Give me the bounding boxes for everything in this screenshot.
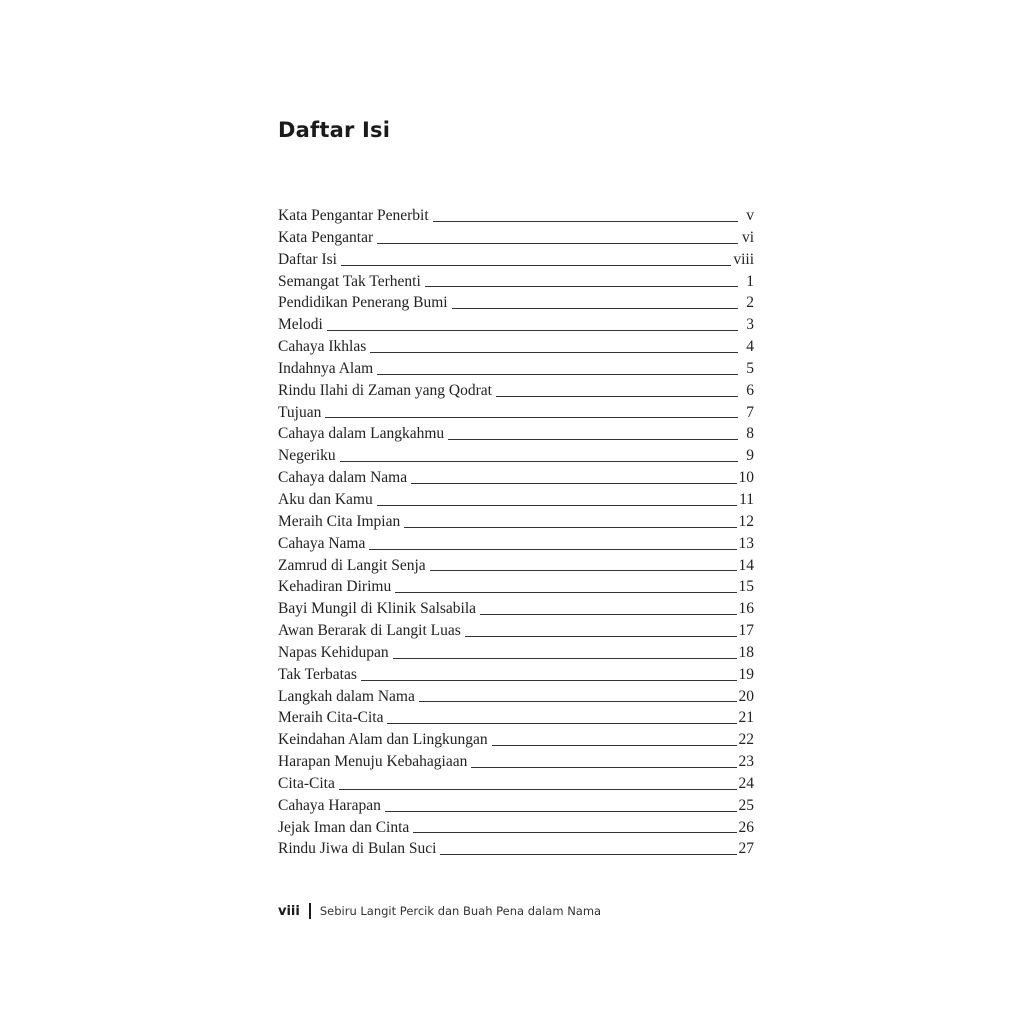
toc-leader-line [452,307,738,309]
toc-leader-line [341,264,731,266]
toc-entry-label: Langkah dalam Nama [278,687,415,705]
toc-entry [278,576,754,598]
toc-leader-line [369,548,736,550]
toc-entry-label: Tak Terbatas [278,665,357,683]
toc-leader-line [492,744,737,746]
toc-entry-page-number: 22 [738,731,754,749]
toc-entry-label: Melodi [278,316,323,334]
toc-entry-label: Daftar Isi [278,250,337,268]
toc-leader-line [471,766,736,768]
toc-entry-page-number: 11 [739,490,754,508]
toc-entry-label: Rindu Ilahi di Zaman yang Qodrat [278,381,492,399]
toc-entry-page-number: 8 [746,425,754,443]
toc-entry-page-number: 7 [746,403,754,421]
toc-leader-line [327,329,738,331]
toc-entry [278,445,754,467]
toc-entry [278,336,754,358]
toc-entry-page-number: 14 [738,556,754,574]
toc-entry-page-number: 13 [738,534,754,552]
toc-leader-line [448,438,738,440]
toc-entry [278,838,754,860]
toc-entry-label: Keindahan Alam dan Lingkungan [278,731,488,749]
toc-entry-label: Bayi Mungil di Klinik Salsabila [278,600,477,618]
toc-entry-page-number: 3 [746,316,754,334]
toc-entry [278,314,754,336]
toc-leader-line [430,569,737,571]
toc-entry [278,402,754,424]
toc-entry-page-number: 27 [738,840,754,858]
toc-entry [278,686,754,708]
toc-entry [278,795,754,817]
toc-entry [278,555,754,577]
toc-entry-label: Rindu Jiwa di Bulan Suci [278,840,437,858]
toc-entry-page-number: 23 [738,753,754,771]
toc-leader-line [377,373,738,375]
footer-page-number: viii [278,903,300,919]
toc-entry-label: Zamrud di Langit Senja [278,556,426,574]
toc-entry-label: Indahnya Alam [278,359,374,377]
toc-entry [278,511,754,533]
toc-entry [278,707,754,729]
toc-leader-line [440,853,736,855]
toc-entry-page-number: vi [741,228,754,246]
toc-entry-label: Meraih Cita-Cita [278,709,384,727]
toc-entry [278,598,754,620]
toc-entry-page-number: 21 [738,709,754,727]
toc-entry-label: Napas Kehidupan [278,643,389,661]
toc-entry [278,533,754,555]
toc-entry [278,620,754,642]
toc-leader-line [433,220,738,222]
toc-entry-page-number: 20 [738,687,754,705]
toc-entry-page-number: 26 [738,818,754,836]
toc-leader-line [413,831,736,833]
toc-leader-line [385,810,737,812]
toc-entry-page-number: 6 [746,381,754,399]
toc-entry [278,664,754,686]
toc-entry-label: Kata Pengantar [278,228,374,246]
toc-entry-label: Harapan Menuju Kebahagiaan [278,753,468,771]
toc-leader-line [361,679,737,681]
toc-entry-page-number: 18 [738,643,754,661]
toc-leader-line [377,242,738,244]
toc-entry [278,227,754,249]
toc-entry-label: Jejak Iman dan Cinta [278,818,410,836]
toc-entry [278,249,754,271]
toc-entry-page-number: 10 [738,469,754,487]
toc-entry-page-number: viii [733,250,754,268]
toc-leader-line [325,416,738,418]
toc-entry-label: Negeriku [278,447,336,465]
toc-entry [278,358,754,380]
toc-entry-label: Kata Pengantar Penerbit [278,207,429,224]
toc-entry [278,205,754,227]
toc-leader-line [393,657,737,659]
toc-leader-line [404,526,736,528]
toc-leader-line [411,482,736,484]
toc-entry [278,642,754,664]
toc-entry [278,489,754,511]
toc-entry-page-number: 12 [738,512,754,530]
page-title: Daftar Isi [278,118,391,142]
toc-entry-label: Awan Berarak di Langit Luas [278,622,461,640]
toc-leader-line [370,351,738,353]
toc-entry [278,817,754,839]
toc-entry [278,271,754,293]
toc-entry-page-number: 1 [746,272,754,290]
toc-leader-line [377,504,737,506]
toc-leader-line [395,591,736,593]
toc-entry-label: Meraih Cita Impian [278,512,401,530]
table-of-contents [278,205,754,860]
toc-entry-label: Aku dan Kamu [278,490,373,508]
toc-entry [278,729,754,751]
toc-entry [278,467,754,489]
toc-entry-page-number: 25 [738,796,754,814]
toc-entry-label: Kehadiran Dirimu [278,578,392,596]
toc-leader-line [339,788,737,790]
toc-entry-page-number: 17 [738,622,754,640]
toc-leader-line [465,635,737,637]
toc-leader-line [340,460,738,462]
toc-entry-page-number: 9 [746,447,754,465]
toc-leader-line [387,722,736,724]
toc-entry-label: Cahaya Nama [278,534,366,552]
toc-entry [278,751,754,773]
toc-entry [278,380,754,402]
toc-leader-line [425,285,738,287]
toc-entry-label: Tujuan [278,403,322,421]
toc-entry-label: Cahaya Harapan [278,796,381,814]
toc-entry-page-number: 2 [746,294,754,312]
toc-entry-label: Cahaya dalam Nama [278,469,408,487]
toc-leader-line [480,613,736,615]
toc-entry-page-number: 4 [746,338,754,356]
toc-entry-label: Cahaya dalam Langkahmu [278,425,445,443]
toc-entry-page-number: 5 [746,359,754,377]
page-footer [278,900,601,922]
toc-entry [278,292,754,314]
toc-entry-page-number: v [746,207,754,224]
toc-entry-label: Cita-Cita [278,774,335,792]
toc-leader-line [419,700,737,702]
toc-entry-page-number: 16 [738,600,754,618]
toc-entry-page-number: 19 [738,665,754,683]
footer-book-title: Sebiru Langit Percik dan Buah Pena dalam Nama [319,904,602,918]
toc-entry-label: Semangat Tak Terhenti [278,272,421,290]
toc-entry [278,773,754,795]
toc-entry-page-number: 15 [738,578,754,596]
toc-leader-line [496,395,738,397]
toc-entry-label: Pendidikan Penerang Bumi [278,294,448,312]
footer-divider [309,903,311,919]
toc-entry-page-number: 24 [738,774,754,792]
toc-entry [278,423,754,445]
toc-entry-label: Cahaya Ikhlas [278,338,367,356]
